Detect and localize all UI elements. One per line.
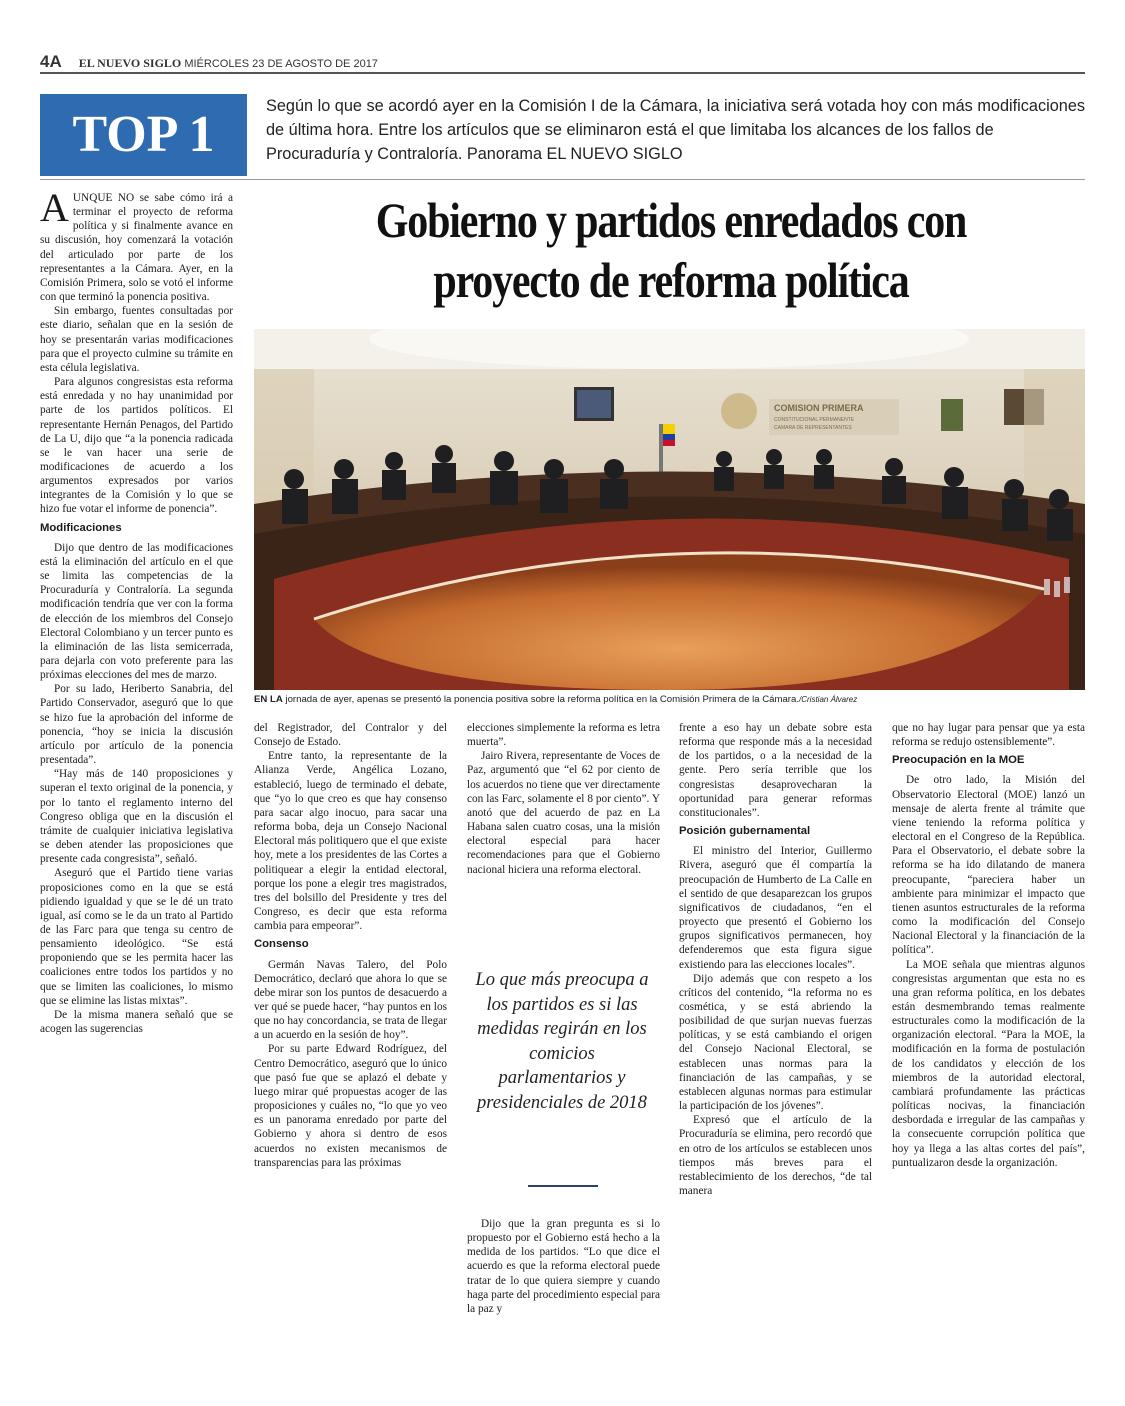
article-column-5: [892, 721, 1085, 1170]
article-column-4: [679, 721, 872, 1198]
pull-quote: Lo que más preocupa a los partidos es si las medidas regirán en los comicios parlamentarios y presidenciales de 2018: [475, 970, 649, 1113]
sign-text-3: CAMARA DE REPRESENTANTES: [774, 425, 852, 431]
header-rule: [40, 72, 1085, 74]
session-photo: [254, 329, 1085, 690]
paragraph: Dijo que la gran pregunta es si lo propuesto por el Gobierno está hecho a la medida de los partidos. “Lo que dice el acuerdo es que la reforma electoral puede tratar de lo que quiera siempre y cuando haga parte del procedimiento especial para la paz y: [467, 1218, 660, 1315]
newspaper-name: EL NUEVO SIGLO: [78, 56, 182, 70]
publication-date: MIÉRCOLES 23 DE AGOSTO DE 2017: [184, 58, 378, 70]
headline: Gobierno y partidos enredados con proyecto de reforma política: [375, 192, 967, 308]
paragraph: El ministro del Interior, Guillermo Rivera, aseguró que él compartía la preocupación de Humberto de La Calle en el sentido de que desaparezcan los grupos significativos de ciudadanos, “en el proyecto que presentó el Gobierno los grupos significativos permanecen, hoy defenderemos que esta figura sigue existiendo para las elecciones locales”.: [679, 845, 872, 971]
sign-text-1: COMISION PRIMERA: [774, 403, 864, 413]
paragraph: elecciones simplemente la reforma es letra muerta”.: [467, 722, 660, 749]
subhead-consenso: Consenso: [254, 938, 309, 951]
paragraph: “Hay más de 140 proposiciones y superan el texto original de la ponencia, y por lo tanto el reglamento interno del Congreso obliga que en la discusión el trámite de cualquier iniciativa legislativa se deben atender las proposiciones que presente cada congresista”, señaló.: [40, 768, 233, 866]
photo-illustration: [254, 329, 1085, 690]
paragraph: Aseguró que el Partido tiene varias proposiciones como en la que se está pidiendo igualdad y que se le dé un trato igual, así como se le da un trato al Partido de las Farc para que tenga su centro de pensamiento ideológico. “Se está proponiendo que se les permita hacer las coaliciones entre todos los partidos y no que se limiten las coaliciones, lo mismo que se elimine las listas mixtas”.: [40, 867, 233, 1007]
pull-quote-rule: [528, 1185, 598, 1187]
paragraph: Entre tanto, la representante de la Alianza Verde, Angélica Lozano, estableció, luego de terminado el debate, que “yo lo que creo es que hay consenso para sacar algo inocuo, para sacar una reforma boba, deja un Consejo Nacional Electoral más politiquero que el que existe hoy, mete a los presidentes de las Cortes a politiquear a elegir la entidad electoral, porque los pone a elegir tres magistrados, tres del bolsillo del Presidente y tres del Congreso, es decir que esta reforma cambia para empeorar”.: [254, 750, 447, 933]
paragraph: Por su parte Edward Rodríguez, del Centro Democrático, aseguró que lo único que pasó fue que se aplazó el debate y luego mirar qué propuestas acoger de las proposiciones y cuáles no, “lo que yo veo es un panorama enredado por parte del Gobierno y ahora si dentro de esos acuerdos no existen mecanismos de transparencias para las próximas: [254, 1043, 447, 1169]
page-number: 4A: [40, 52, 62, 71]
paragraph: Dijo que dentro de las modificaciones está la eliminación del artículo en el que se limita las competencias de la Procuraduría y Contraloría. La segunda modificación tendría que ver con la forma de elección de los miembros del Consejo Electoral Colombiano y un tercer punto es la eliminación de las lista semicerrada, para dejarla con voto preferente para las próximas elecciones del mes de marzo.: [40, 541, 233, 682]
paragraph: Por su lado, Heriberto Sanabria, del Partido Conservador, aseguró que lo que se hizo fue la aprobación del informe de ponencia, “hoy se inicia la discusión artículo por artículo de la ponencia presentada”.: [40, 683, 233, 767]
paragraph: La MOE señala que mientras algunos congresistas argumentan que esta no es una gran reforma política, en los debates están desmembrando temas realmente estructurales como la modificación de la organización electoral. “Para la MOE, la modificación en la forma de postulación de los candidatos y elección de los miembros de la autoridad electoral, cambiará profundamente las prácticas políticas nocivas, la financiación desbordada e irregular de las campañas y la consecuente corrupción política que hoy ya llega a las altas cortes del país”, puntualizaron desde la organización.: [892, 958, 1085, 1169]
subhead-modificaciones: Modificaciones: [40, 521, 122, 534]
paragraph: Expresó que el artículo de la Procuraduría se elimina, pero recordó que en otro de los artículos se establecen unos tiempos más breves para el restablecimiento de los derechos, “de tal manera: [679, 1114, 872, 1197]
section-badge: TOP 1: [40, 94, 247, 176]
paragraph: Sin embargo, fuentes consultadas por este diario, señalan que en la sesión de hoy se presentarán varias modificaciones para que el proyecto culmine su trámite en esta célula legislativa.: [40, 305, 233, 374]
kicker-summary: Según lo que se acordó ayer en la Comisión I de la Cámara, la iniciativa será votada hoy con más modificaciones de última hora. Entre los artículos que se eliminaron está el que limitaba los alcances de los fallos de Procuraduría y Contraloría. Panorama EL NUEVO SIGLO: [266, 97, 1086, 163]
paragraph: Jairo Rivera, representante de Voces de Paz, argumentó que “el 62 por ciento de los acuerdos no tiene que ver directamente con las Farc, solamente el 8 por ciento”. Y anotó que del acuerdo de paz en La Habana salen cuatro cosas, una la misión electoral especial para hacer recomendaciones para que el Gobierno nacional hiciera una reforma electoral.: [467, 750, 660, 876]
paragraph: Para algunos congresistas esta reforma está enredada y no hay unanimidad por parte de los partidos políticos. El representante Hernán Penagos, del Partido de La U, dijo que “a la ponencia radicada se le van hacer una serie de modificaciones de acuerdo a los argumentos expresados por varios integrantes de la Comisión y lo que se hizo fue votar el informe de ponencia”.: [40, 376, 233, 516]
paragraph: Dijo además que con respeto a los críticos del contenido, “la reforma no es cosmética, y se está abriendo la posibilidad de que surjan nuevas fuerzas políticas, y se está cambiando el origen del Consejo Nacional Electoral, se establecen unas normas para la financiación de las campañas, y se establecen algunas normas para estimular la participación de los jóvenes”.: [679, 972, 872, 1113]
paragraph: De otro lado, la Misión del Observatorio Electoral (MOE) lanzó un mensaje de alerta frente al trámite que viene teniendo la reforma política y electoral en el Congreso de la República. Para el Observatorio, el debate sobre la reforma se ha ido dilatando de manera preocupante, “pareciera haber un ambiente para minimizar el impacto que tienen asuntos estructurales de la reforma como la modificación del Consejo Nacional Electoral y la financiación de la política”.: [892, 774, 1085, 957]
subhead-posicion-gubernamental: Posición gubernamental: [679, 825, 811, 838]
caption-text: jornada de ayer, apenas se presentó la ponencia positiva sobre la reforma política en la Comisión Primera de la Cámara.: [282, 694, 799, 705]
sign-text-2: CONSTITUCIONAL PERMANENTE: [774, 417, 855, 423]
article-column-3-top: [467, 721, 660, 877]
paragraph: frente a eso hay un debate sobre esta reforma que responde más a la necesidad de los partidos, o a la necesidad de la gente. Pero sería terrible que los congresistas desaprovecharan la oportunidad para generar reformas constitucionales”.: [679, 722, 872, 819]
paragraph: Germán Navas Talero, del Polo Democrático, declaró que ahora lo que se debe mirar son los puntos de desacuerdo a ver qué se puede hacer, “hay puntos en los que no hay concordancia, se trata de llegar a un acuerdo en la sesión de hoy”.: [254, 958, 447, 1042]
paragraph: De la misma manera señaló que se acogen las sugerencias: [40, 1008, 233, 1036]
paragraph: del Registrador, del Contralor y del Consejo de Estado.: [254, 722, 447, 749]
photo-caption: [254, 694, 1094, 705]
article-column-1: [40, 185, 233, 1036]
article-column-3-bottom: [467, 1217, 660, 1316]
caption-lead: EN LA: [254, 694, 283, 705]
page-folio: [40, 52, 378, 72]
article-column-2: [254, 721, 447, 1170]
drop-cap: A: [40, 185, 69, 230]
photo-credit: /Cristian Álvarez: [799, 695, 858, 704]
subhead-preocupacion-moe: Preocupación en la MOE: [892, 754, 1025, 767]
paragraph: que no hay lugar para pensar que ya esta reforma se redujo ostensiblemente”.: [892, 722, 1085, 749]
kicker-rule: [40, 179, 1085, 180]
paragraph: AUNQUE NO se sabe cómo irá a terminar el proyecto de reforma política y si finalmente avance en su discusión, hoy comenzará la votación del articulado por parte de los representantes a la Cámara. Ayer, en la Comisión Primera, solo se votó el informe con que terminó la ponencia positiva.: [40, 185, 233, 304]
